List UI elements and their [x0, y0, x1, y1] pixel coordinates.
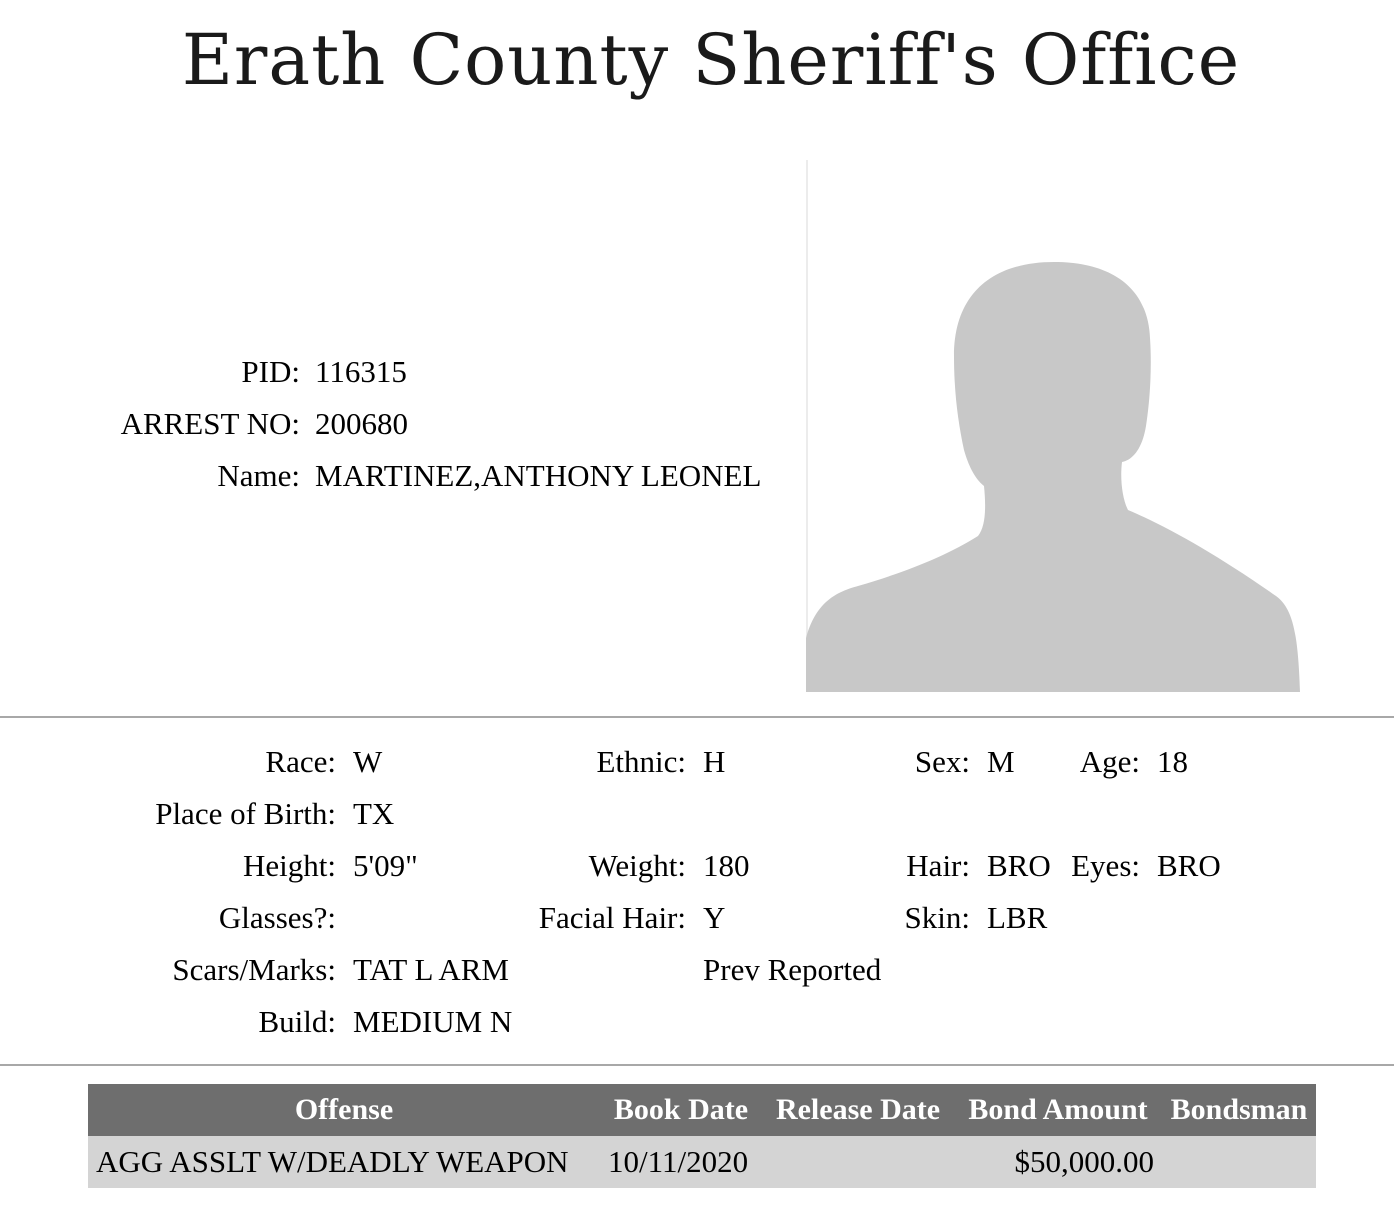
weight-value: 180	[703, 848, 750, 883]
build-value: MEDIUM N	[353, 1004, 513, 1039]
pid-label: PID:	[241, 354, 300, 389]
arrest-value: 200680	[315, 406, 408, 441]
hair-label: Hair:	[906, 848, 970, 883]
physical-description	[0, 742, 1394, 1062]
eyes-value: BRO	[1157, 848, 1221, 883]
scars-value: TAT L ARM	[353, 952, 509, 987]
divider-top	[0, 716, 1394, 718]
name-row	[0, 456, 900, 496]
page-title: Erath County Sheriff's Office	[181, 19, 1241, 101]
age-value: 18	[1157, 744, 1188, 779]
pid-row	[0, 352, 900, 392]
release-date-header: Release Date	[762, 1084, 954, 1136]
bond-amount-cell: $50,000.00	[954, 1136, 1162, 1188]
arrest-label: ARREST NO:	[120, 406, 300, 441]
skin-label: Skin:	[904, 900, 970, 935]
facial-hair-value: Y	[703, 900, 726, 935]
prev-reported: Prev Reported	[703, 952, 882, 987]
name-value: MARTINEZ,ANTHONY LEONEL	[315, 458, 762, 493]
release-date-cell	[762, 1136, 954, 1188]
charges-table	[88, 1084, 1316, 1188]
bondsman-cell	[1162, 1136, 1316, 1188]
skin-value: LBR	[987, 900, 1048, 935]
facial-hair-label: Facial Hair:	[538, 900, 686, 935]
book-date-header: Book Date	[600, 1084, 762, 1136]
bond-amount-header: Bond Amount	[954, 1084, 1162, 1136]
ethnic-value: H	[703, 744, 726, 779]
weight-label: Weight:	[588, 848, 686, 883]
pob-label: Place of Birth:	[155, 796, 336, 831]
build-label: Build:	[258, 1004, 336, 1039]
eyes-label: Eyes:	[1071, 848, 1140, 883]
pid-value: 116315	[315, 354, 407, 389]
offense-header: Offense	[88, 1084, 600, 1136]
book-date-cell: 10/11/2020	[600, 1136, 762, 1188]
ethnic-label: Ethnic:	[596, 744, 686, 779]
age-label: Age:	[1079, 744, 1140, 779]
race-value: W	[353, 744, 383, 779]
sex-value: M	[987, 744, 1015, 779]
hair-value: BRO	[987, 848, 1051, 883]
height-label: Height:	[243, 848, 336, 883]
offense-cell: AGG ASSLT W/DEADLY WEAPON	[88, 1136, 600, 1188]
charges-header-row	[88, 1084, 1316, 1136]
divider-bottom	[0, 1064, 1394, 1066]
table-row	[88, 1136, 1316, 1188]
person-silhouette-icon	[806, 160, 1300, 692]
height-value: 5'09"	[353, 848, 418, 883]
race-label: Race:	[265, 744, 336, 779]
arrest-row	[0, 404, 900, 444]
name-label: Name:	[217, 458, 300, 493]
bondsman-header: Bondsman	[1162, 1084, 1316, 1136]
glasses-label: Glasses?:	[218, 900, 336, 935]
pob-value: TX	[353, 796, 395, 831]
mugshot-placeholder	[806, 160, 1300, 692]
sex-label: Sex:	[914, 744, 970, 779]
scars-label: Scars/Marks:	[172, 952, 336, 987]
